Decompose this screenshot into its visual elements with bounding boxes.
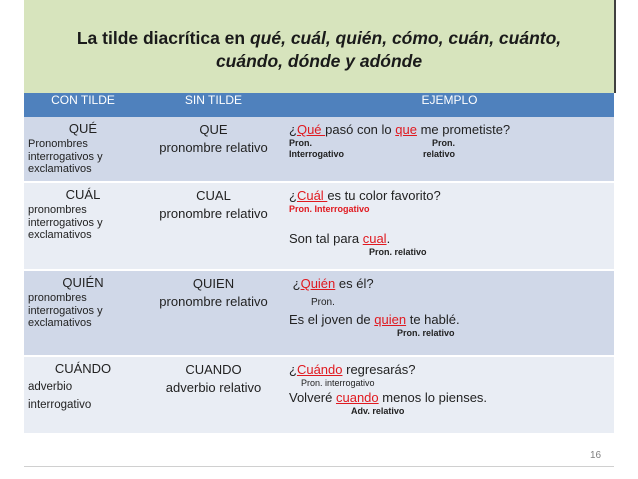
- example-label: Pron. interrogativo: [301, 378, 375, 388]
- sin-tilde-cell: [142, 270, 285, 356]
- sin-tilde-desc: adverbio relativo: [165, 380, 262, 395]
- con-tilde-desc: pronombres interrogativos y exclamativos: [28, 204, 103, 241]
- sin-tilde-desc: pronombre relativo: [159, 294, 268, 309]
- con-tilde-cell: [24, 356, 142, 433]
- example-sentence-2: Son tal para cual.: [289, 231, 391, 246]
- con-tilde-cell: [24, 117, 142, 182]
- title-prefix: La tilde diacrítica en: [76, 28, 250, 48]
- example-label-2: Pron. relativo: [397, 328, 455, 338]
- page-number: 16: [590, 450, 602, 461]
- con-tilde-cell: [24, 182, 142, 270]
- example-label: Pron.: [311, 297, 335, 308]
- table-row: [24, 356, 614, 433]
- header-sin-tilde: SIN TILDE: [142, 93, 285, 117]
- ejemplo-cell: [285, 356, 614, 433]
- table-row: [24, 270, 614, 356]
- example-sentence: ¿Qué pasó con lo que me prometiste?: [289, 122, 511, 137]
- example-sentence: ¿Cuál es tu color favorito?: [289, 188, 441, 203]
- con-tilde-word: CUÁL: [65, 187, 101, 202]
- con-tilde-word: QUÉ: [68, 121, 98, 136]
- example-sentence-2: Volveré cuando menos lo pienses.: [289, 390, 488, 405]
- example-labels: Pron. Interrogativo Pron. relativo: [289, 138, 455, 159]
- header-ejemplo: EJEMPLO: [285, 93, 614, 117]
- sin-tilde-word: CUANDO: [185, 362, 242, 377]
- table-row: [24, 117, 614, 182]
- con-tilde-desc: Pronombres interrogativos y exclamativos: [28, 138, 103, 175]
- example-label: Pron. Interrogativo: [289, 204, 370, 214]
- sin-tilde-desc: pronombre relativo: [159, 206, 268, 221]
- example-sentence-2: Es el joven de quien te hablé.: [289, 312, 460, 327]
- example-label-2: Pron. relativo: [369, 247, 427, 257]
- ejemplo-cell: [285, 182, 614, 270]
- con-tilde-word: QUIÉN: [62, 275, 104, 290]
- con-tilde-desc: adverbio interrogativo: [28, 381, 92, 411]
- sin-tilde-word: CUAL: [196, 188, 231, 203]
- example-label-2: Adv. relativo: [351, 406, 405, 416]
- sin-tilde-cell: [142, 117, 285, 182]
- sin-tilde-desc: pronombre relativo: [159, 140, 268, 155]
- sin-tilde-cell: [142, 356, 285, 433]
- header-con-tilde: CON TILDE: [24, 93, 142, 117]
- example-sentence: ¿Quién es él?: [292, 276, 374, 291]
- ejemplo-cell: [285, 270, 614, 356]
- sin-tilde-word: QUE: [199, 122, 228, 137]
- example-sentence: ¿Cuándo regresarás?: [289, 362, 416, 377]
- con-tilde-cell: [24, 270, 142, 356]
- sin-tilde-cell: [142, 182, 285, 270]
- title-line2: cuándo, dónde y adónde: [215, 51, 423, 71]
- sin-tilde-word: QUIEN: [192, 276, 235, 291]
- table-row: [24, 182, 614, 270]
- footer-divider: [24, 466, 614, 467]
- con-tilde-desc: pronombres interrogativos y exclamativos: [28, 292, 103, 329]
- ejemplo-cell: [285, 117, 614, 182]
- con-tilde-word: CUÁNDO: [54, 361, 112, 376]
- slide-title: [24, 27, 614, 73]
- tilde-table: [24, 93, 614, 433]
- title-line1: qué, cuál, quién, cómo, cuán, cuánto,: [249, 28, 562, 48]
